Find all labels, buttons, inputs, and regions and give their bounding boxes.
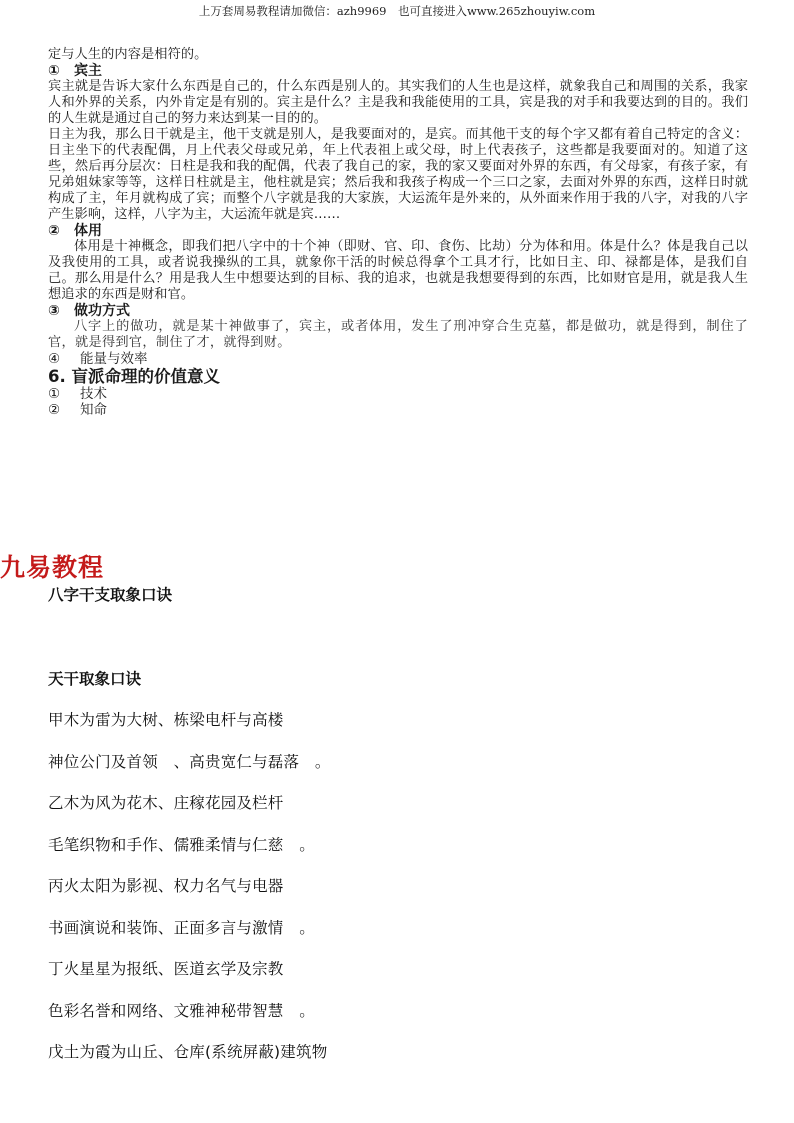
item-number: ④	[48, 351, 61, 367]
document-body	[48, 47, 748, 418]
section-heading-tiyong	[48, 223, 748, 239]
section-title: 宾主	[74, 63, 102, 79]
page-header-banner: 上万套周易教程请加微信：azh9969 也可直接进入www.265zhouyiw.com	[198, 4, 596, 18]
verse-line: 色彩名誉和网络、文雅神秘带智慧 。	[48, 1002, 315, 1020]
item-energy-efficiency	[48, 351, 748, 367]
section-title: 做功方式	[74, 303, 130, 319]
intro-line: 定与人生的内容是相符的。	[48, 47, 208, 62]
section-6-item-knowing-fate	[48, 402, 748, 418]
tiyong-paragraph: 体用是十神概念，即我们把八字中的十个神（即财、官、印、食伤、比劫）分为体和用。体是什么？体是我自己以及我使用的工具，或者说我操纵的工具，就象你干活的时候总得拿个工具才行，比如日主、印、禄都是体，是我们自己。那么用是什么？用是我人生中想要达到的目标、我的追求，也就是我想要得到的东西，比如财官是用，就是我人生想追求的东西是财和官。	[48, 239, 748, 302]
zuogong-paragraph: 八字上的做功，就是某十神做事了，宾主，或者体用，发生了刑冲穿合生克墓，都是做功，就是得到，制住了官，就是得到官，制住了才，就得到财。	[48, 319, 748, 350]
brand-title: 九易教程	[0, 553, 105, 582]
verse-line: 丁火星星为报纸、医道玄学及宗教	[48, 960, 284, 978]
section-6-title: 6. 盲派命理的价值意义	[48, 367, 220, 386]
section-heading-zuogong	[48, 303, 748, 319]
item-label: 知命	[80, 402, 107, 418]
item-label: 能量与效率	[80, 351, 148, 367]
verse-line: 书画演说和装饰、正面多言与激情 。	[48, 919, 315, 937]
section-title: 体用	[74, 223, 102, 239]
sub-title: 天干取象口诀	[48, 670, 142, 688]
section-6-item-technique	[48, 386, 748, 402]
item-label: 技术	[80, 386, 107, 402]
verse-line: 神位公门及首领 、高贵宽仁与磊落 。	[48, 753, 331, 771]
verse-line: 戊土为霞为山丘、仓库(系统屏蔽)建筑物	[48, 1043, 328, 1061]
verse-line: 甲木为雷为大树、栋梁电杆与高楼	[48, 711, 284, 729]
section-number: ①	[48, 63, 60, 79]
section-number: ③	[48, 303, 60, 319]
item-number: ②	[48, 402, 61, 418]
section-heading-binzhu	[48, 63, 748, 79]
binzhu-paragraph-2: 日主为我，那么日干就是主，他干支就是别人，是我要面对的，是宾。而其他干支的每个字又都有着自己特定的含义：日主坐下的代表配偶，月上代表父母或兄弟，年上代表祖上或父母，时上代表孩子，这些都是我要面对的。知道了这些，然后再分层次：日柱是我和我的配偶，代表了我自己的家，我的家又要面对外界的东西，有父母家，有孩子家，有兄弟姐妹家等等，这样日柱就是主，他柱就是宾；然后我和我孩子构成一个三口之家，去面对外界的东西，这样日时就构成了主，年月就构成了宾；而整个八字就是我的大家族，大运流年是外来的，从外面来作用于我的八字，对我的八字产生影响，这样，八字为主，大运流年就是宾……	[48, 127, 748, 222]
section-number: ②	[48, 223, 60, 239]
verse-line: 乙木为风为花木、庄稼花园及栏杆	[48, 794, 284, 812]
verse-line: 毛笔织物和手作、儒雅柔情与仁慈 。	[48, 836, 315, 854]
binzhu-paragraph-1: 宾主就是告诉大家什么东西是自己的，什么东西是别人的。其实我们的人生也是这样，就象我自己和周围的关系，我家人和外界的关系，内外肯定是有别的。宾主是什么？主是我和我能使用的工具，宾是我的对手和我要达到的目的。我们的人生就是通过自己的努力来达到某一目的的。	[48, 79, 748, 126]
verse-line: 丙火太阳为影视、权力名气与电器	[48, 877, 284, 895]
item-number: ①	[48, 386, 61, 402]
main-title: 八字干支取象口诀	[48, 586, 173, 604]
